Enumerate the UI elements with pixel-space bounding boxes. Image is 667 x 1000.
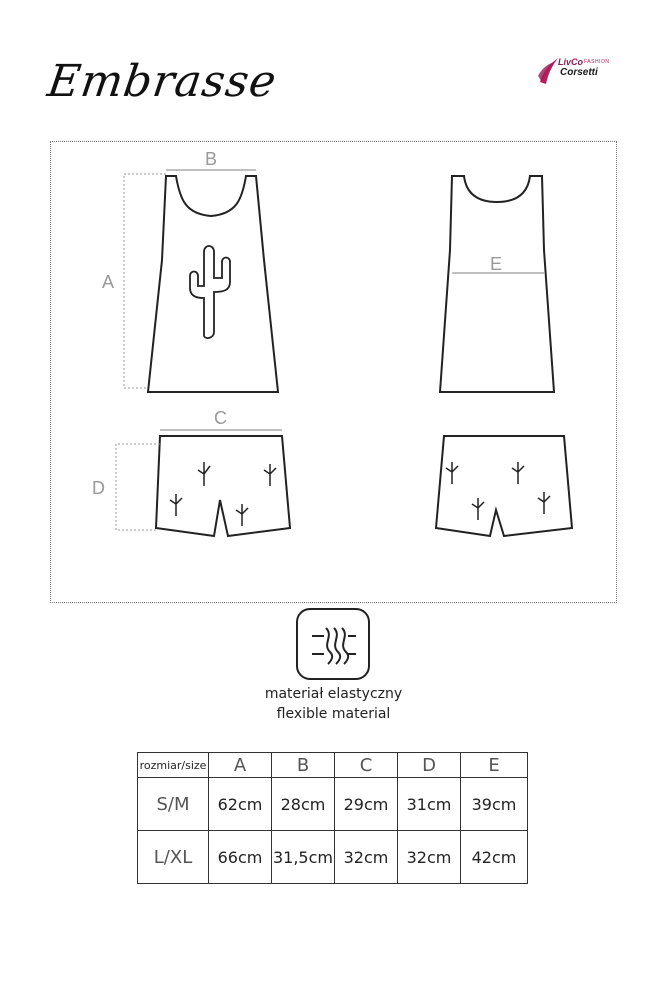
label-a: A [102,272,115,292]
brand-title: Embrasse [44,56,281,107]
column-header-c: C [335,753,398,778]
logo-livco-text: LivCo [558,57,584,67]
column-header-e: E [461,753,528,778]
top-front-outline [148,176,278,392]
size-value: 31cm [398,778,461,831]
size-table-header [138,753,528,778]
size-value: 28cm [272,778,335,831]
size-value: 32cm [335,831,398,884]
material-badge [296,608,370,680]
label-e: E [490,254,503,274]
dimension-line-d [116,444,160,530]
size-value: 29cm [335,778,398,831]
table-row [138,831,528,884]
column-header-b: B [272,753,335,778]
cactus-print-icon [190,246,230,338]
size-value: 42cm [461,831,528,884]
size-value: 31,5cm [272,831,335,884]
size-value: 66cm [209,831,272,884]
logo-corsetti-text: Corsetti [560,67,598,78]
material-caption-en: flexible material [276,706,391,722]
size-value: 62cm [209,778,272,831]
logo-fashion-text: FASHION [584,59,610,65]
column-header-a: A [209,753,272,778]
size-name: S/M [138,778,209,831]
table-row [138,778,528,831]
small-cactus-prints [170,462,550,526]
top-back-outline [440,176,554,392]
label-b: B [205,149,218,169]
size-header-label: rozmiar/size [138,753,209,778]
label-d: D [92,478,105,498]
size-value: 32cm [398,831,461,884]
label-c: C [214,408,227,428]
size-name: L/XL [138,831,209,884]
shorts-back-outline [436,436,572,536]
column-header-d: D [398,753,461,778]
size-table [137,752,528,884]
elastic-wave-icon [298,610,368,678]
material-caption-pl: materiał elastyczny [264,686,403,702]
size-value: 39cm [461,778,528,831]
